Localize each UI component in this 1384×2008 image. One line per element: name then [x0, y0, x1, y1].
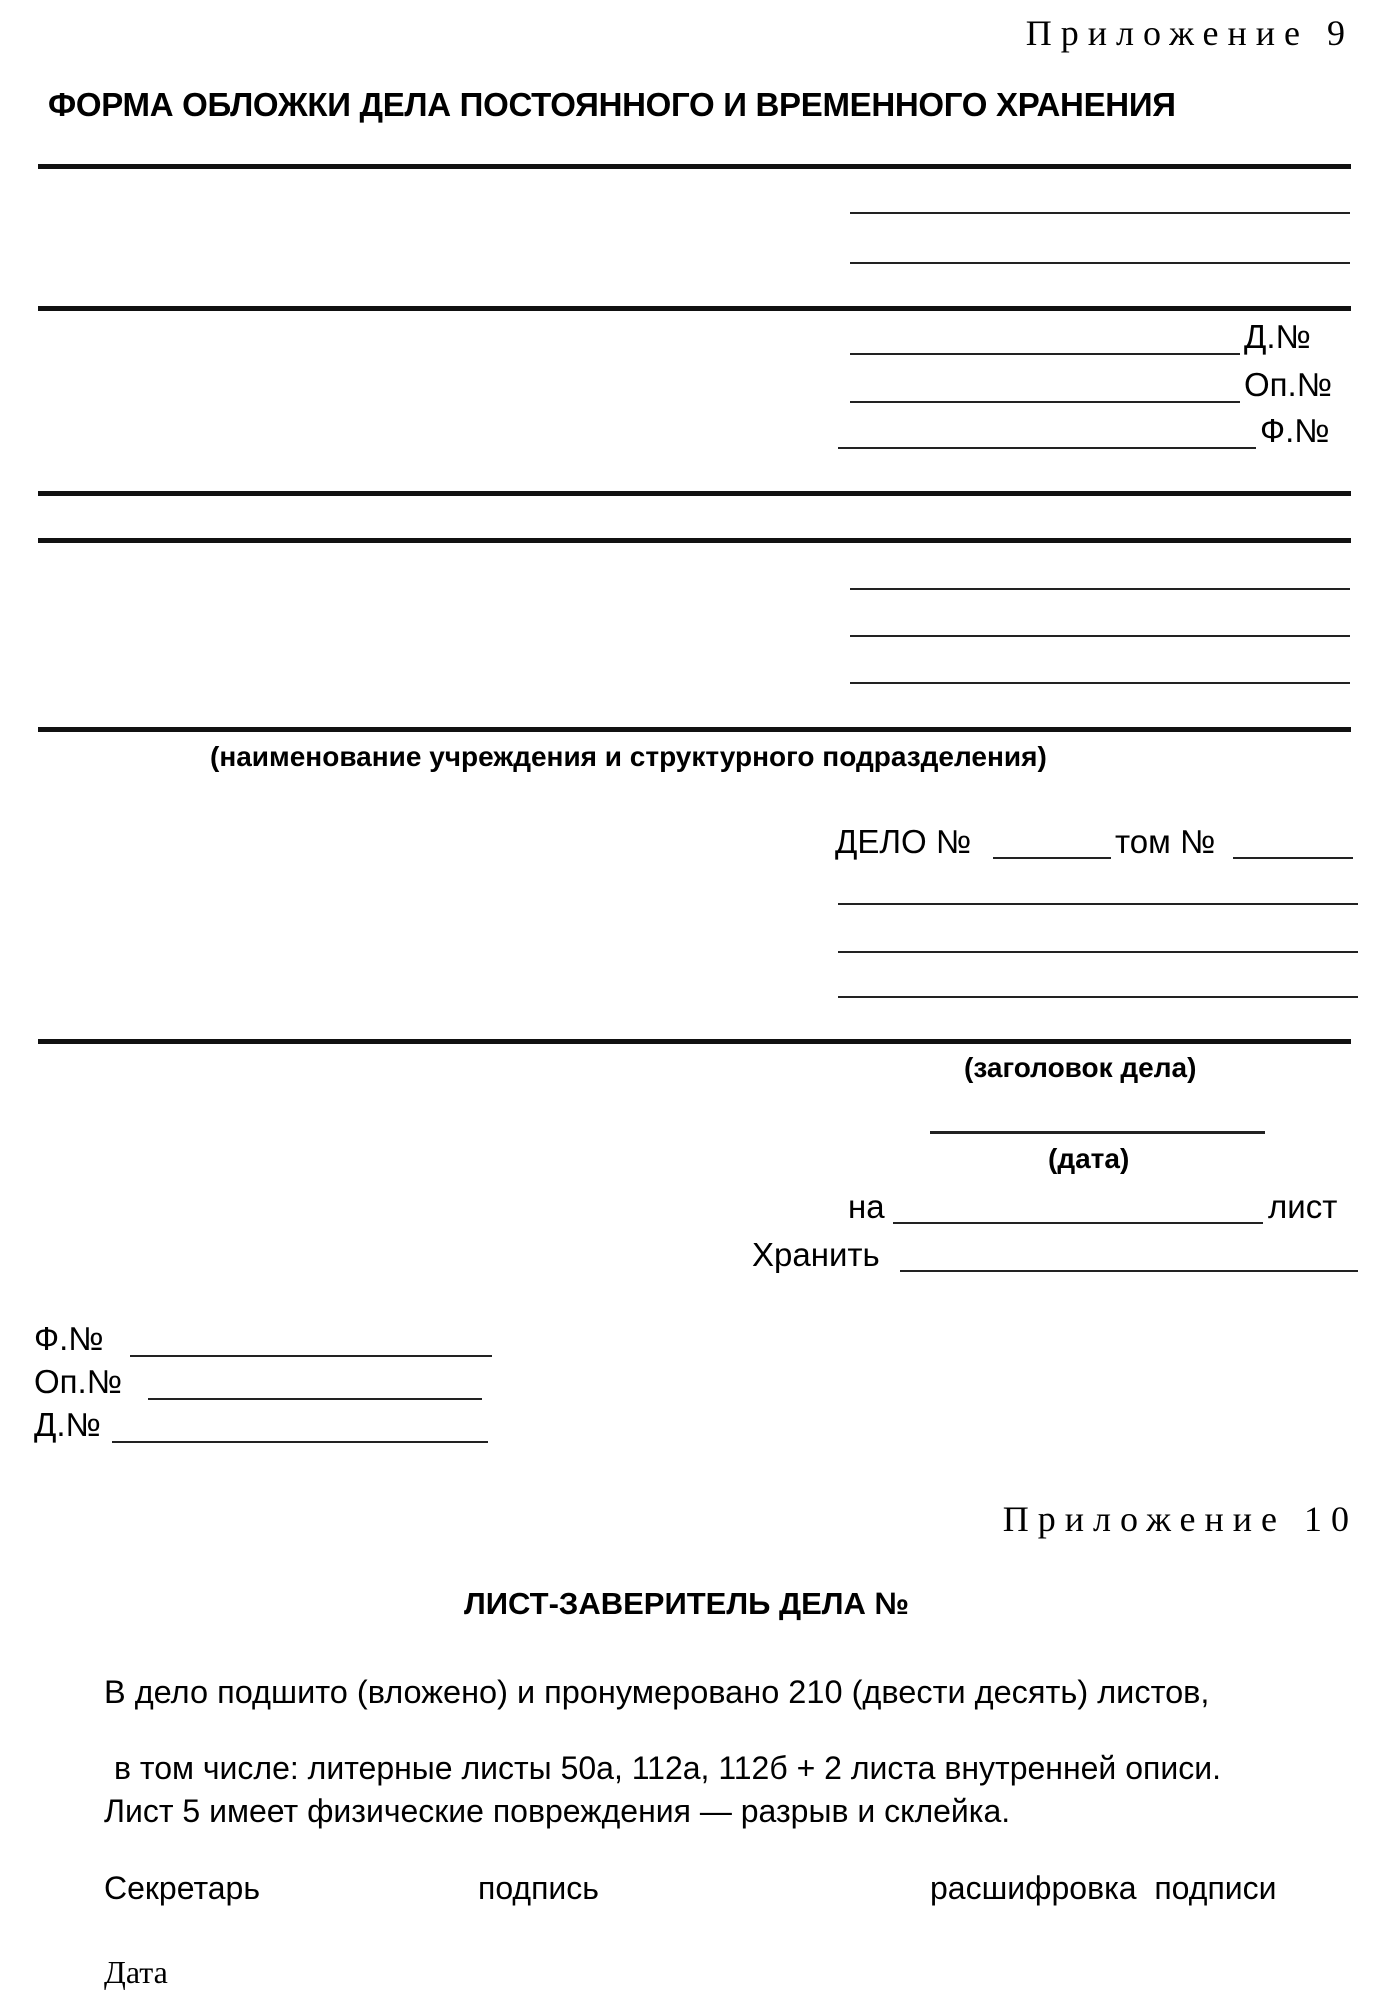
rule-3: [38, 491, 1351, 496]
bottom-f-no-label: Ф.№: [34, 1320, 104, 1357]
bottom-f-no-line: [130, 1355, 492, 1357]
date-label: Дата: [104, 1954, 168, 1990]
date-caption: (дата): [1048, 1143, 1130, 1174]
list-label: лист: [1268, 1188, 1338, 1225]
case-title-caption: (заголовок дела): [964, 1052, 1197, 1083]
appendix-10-label: Приложение 10: [1002, 1499, 1358, 1539]
signature-decoding-label: расшифровка подписи: [930, 1870, 1277, 1906]
title-line-2: [838, 951, 1358, 953]
right-line-3: [850, 588, 1350, 590]
store-line: [900, 1270, 1358, 1272]
title-line-3: [838, 996, 1358, 998]
rule-5: [38, 727, 1351, 732]
tom-no-line: [1233, 857, 1353, 859]
sheets-line: [893, 1222, 1263, 1224]
rule-1: [38, 164, 1351, 169]
rule-2: [38, 306, 1351, 311]
bottom-d-no-line: [112, 1441, 488, 1443]
cover-form-title: ФОРМА ОБЛОЖКИ ДЕЛА ПОСТОЯННОГО И ВРЕМЕННОГО ХРАНЕНИЯ: [48, 86, 1176, 123]
delo-no-label: ДЕЛО №: [835, 823, 972, 860]
right-line-1: [850, 212, 1350, 214]
d-no-label: Д.№: [1244, 318, 1311, 355]
date-line: [930, 1131, 1265, 1134]
right-line-2: [850, 262, 1350, 264]
secretary-label: Секретарь: [104, 1870, 260, 1906]
rule-6: [38, 1039, 1351, 1044]
certification-sheet-title: ЛИСТ-ЗАВЕРИТЕЛЬ ДЕЛА №: [464, 1586, 910, 1621]
d-no-line: [850, 353, 1240, 355]
op-no-line: [850, 401, 1240, 403]
title-line-1: [838, 903, 1358, 905]
na-label: на: [848, 1188, 885, 1225]
right-line-5: [850, 682, 1350, 684]
institution-caption: (наименование учреждения и структурного подразделения): [210, 741, 1047, 772]
bottom-op-no-label: Оп.№: [34, 1363, 123, 1400]
signature-label: подпись: [478, 1870, 599, 1906]
bottom-op-no-line: [148, 1398, 482, 1400]
rule-4: [38, 538, 1351, 543]
certification-line-2: в том числе: литерные листы 50а, 112а, 112б + 2 листа внутренней описи.: [114, 1750, 1221, 1786]
appendix-9-label: Приложение 9: [1025, 13, 1354, 53]
certification-line-3: Лист 5 имеет физические повреждения — разрыв и склейка.: [104, 1793, 1011, 1829]
delo-no-line: [993, 857, 1111, 859]
store-label: Хранить: [752, 1236, 880, 1273]
f-no-line: [838, 447, 1256, 449]
op-no-label: Оп.№: [1244, 366, 1333, 403]
certification-line-1: В дело подшито (вложено) и пронумеровано 210 (двести десять) листов,: [104, 1674, 1210, 1710]
tom-no-label: том №: [1115, 823, 1216, 860]
f-no-label: Ф.№: [1260, 412, 1330, 449]
right-line-4: [850, 635, 1350, 637]
bottom-d-no-label: Д.№: [34, 1406, 101, 1443]
